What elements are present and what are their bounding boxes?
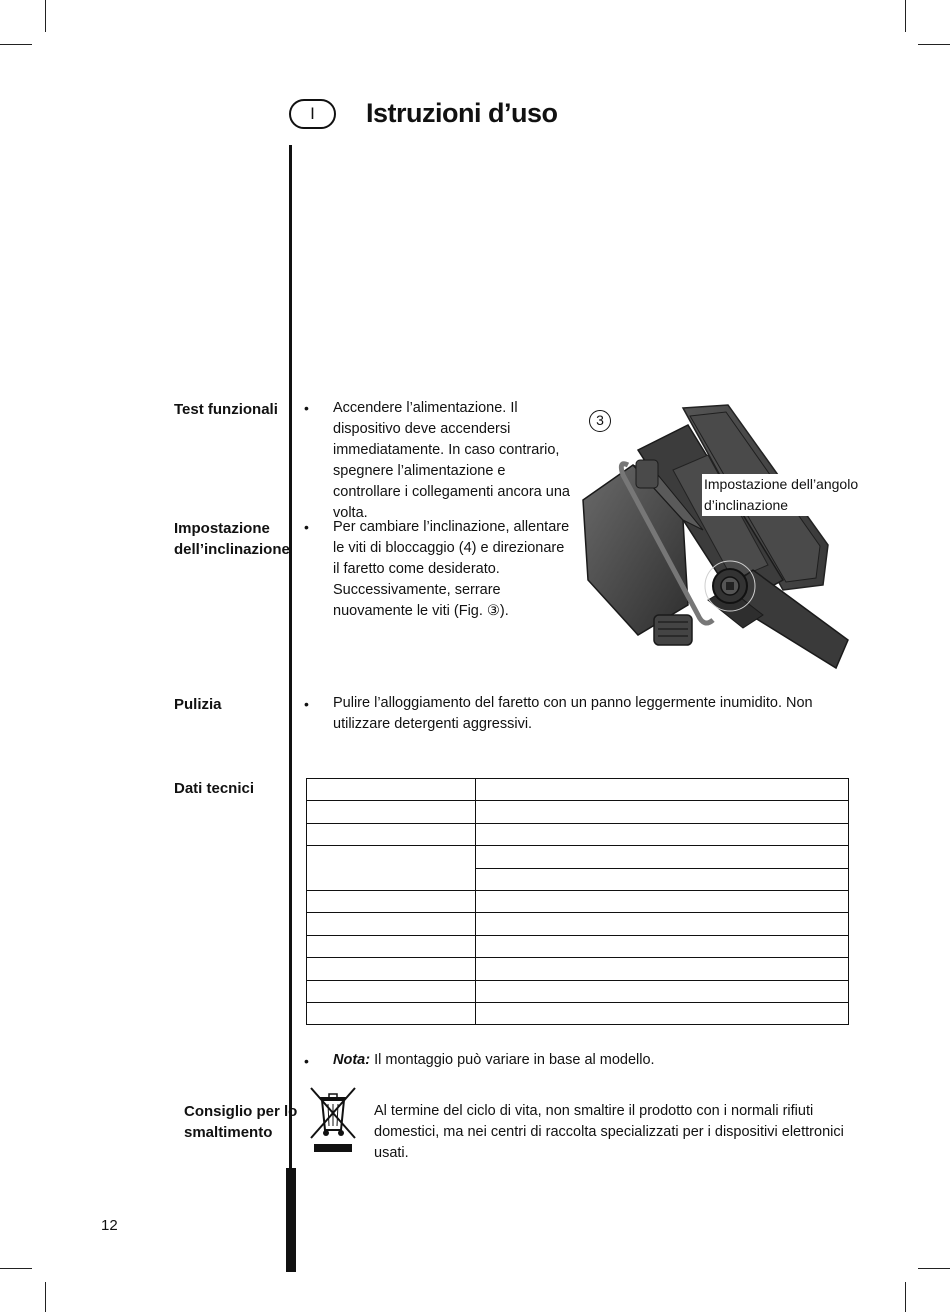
table-cell bbox=[476, 980, 849, 1002]
table-row bbox=[307, 958, 849, 980]
table-cell bbox=[476, 1002, 849, 1024]
table-row bbox=[307, 823, 849, 845]
margin-rule bbox=[289, 145, 292, 1170]
crop-mark bbox=[0, 1268, 32, 1269]
section-label-tilt bbox=[174, 518, 290, 560]
table-cell bbox=[476, 935, 849, 957]
table-cell bbox=[476, 958, 849, 980]
page-number: 12 bbox=[101, 1217, 118, 1234]
note bbox=[333, 1050, 833, 1071]
tilt-text: Per cambiare l’inclinazione, allentare le viti di bloccaggio (4) e direzionare il faretto come desiderato. Successivamente, serrare nuovamente le viti (Fig. ③). bbox=[333, 519, 570, 619]
note-text: Il montaggio può variare in base al modello. bbox=[370, 1052, 655, 1068]
floodlight-illustration bbox=[578, 400, 858, 680]
table-cell bbox=[307, 980, 476, 1002]
note-label: Nota: bbox=[333, 1052, 371, 1068]
cleaning-text: Pulire l’alloggiamento del faretto con un panno leggermente inumidito. Non utilizzare detergenti aggressivi. bbox=[333, 695, 813, 732]
section-label-tilt-line1: Impostazione bbox=[174, 520, 270, 537]
figure-callout-line1: Impostazione dell’angolo bbox=[704, 476, 859, 492]
figure-number: 3 bbox=[589, 410, 611, 432]
crop-mark bbox=[905, 0, 906, 32]
tech-data-table bbox=[306, 778, 849, 1025]
table-cell bbox=[307, 846, 476, 891]
table-row bbox=[307, 846, 849, 868]
figure-callout bbox=[702, 474, 862, 516]
table-cell bbox=[307, 958, 476, 980]
table-cell bbox=[307, 890, 476, 912]
section-label-tilt-line2: dell’inclinazione bbox=[174, 541, 290, 558]
table-cell bbox=[476, 868, 849, 890]
crop-mark bbox=[45, 0, 46, 32]
crop-mark bbox=[0, 44, 32, 45]
section-label-disposal-line1: Consiglio per lo bbox=[184, 1103, 298, 1120]
table-row bbox=[307, 913, 849, 935]
bullet: • bbox=[304, 519, 309, 535]
table-cell bbox=[476, 779, 849, 801]
crop-mark bbox=[45, 1282, 46, 1312]
crop-mark bbox=[918, 1268, 950, 1269]
table-row bbox=[307, 1002, 849, 1024]
table-cell bbox=[307, 779, 476, 801]
table-row bbox=[307, 779, 849, 801]
figure-callout-line2: d’inclinazione bbox=[704, 497, 789, 513]
disposal-text: Al termine del ciclo di vita, non smaltire il prodotto con i normali rifiuti domestici, ma nei centri di raccolta specializzati per i dispositivi elettronici usati. bbox=[374, 1103, 844, 1161]
section-label-disposal-line2: smaltimento bbox=[184, 1124, 273, 1141]
table-cell bbox=[476, 846, 849, 868]
table-row bbox=[307, 801, 849, 823]
test-text: Accendere l’alimentazione. Il dispositivo deve accendersi immediatamente. In caso contrario, spegnere l’alimentazione e controllare i collegamenti ancora una volta. bbox=[333, 400, 570, 521]
section-label-tech: Dati tecnici bbox=[174, 780, 255, 797]
crop-mark bbox=[918, 44, 950, 45]
table-cell bbox=[476, 823, 849, 845]
bullet: • bbox=[304, 400, 309, 416]
table-row bbox=[307, 980, 849, 1002]
crop-mark bbox=[905, 1282, 906, 1312]
bullet: • bbox=[304, 1053, 309, 1069]
table-cell bbox=[307, 913, 476, 935]
table-cell bbox=[476, 913, 849, 935]
table-cell bbox=[476, 890, 849, 912]
table-cell bbox=[307, 935, 476, 957]
language-badge: I bbox=[289, 99, 336, 129]
bullet: • bbox=[304, 696, 309, 712]
section-label-disposal bbox=[184, 1101, 297, 1143]
section-label-test: Test funzionali bbox=[174, 401, 278, 418]
crossed-out-wheelie-bin-icon bbox=[308, 1086, 358, 1154]
table-cell bbox=[307, 801, 476, 823]
table-row bbox=[307, 890, 849, 912]
table-cell bbox=[307, 823, 476, 845]
margin-bar bbox=[286, 1168, 296, 1272]
table-cell bbox=[476, 801, 849, 823]
table-row bbox=[307, 935, 849, 957]
table-cell bbox=[307, 1002, 476, 1024]
section-label-cleaning: Pulizia bbox=[174, 696, 222, 713]
page-title: Istruzioni d’uso bbox=[366, 98, 558, 128]
